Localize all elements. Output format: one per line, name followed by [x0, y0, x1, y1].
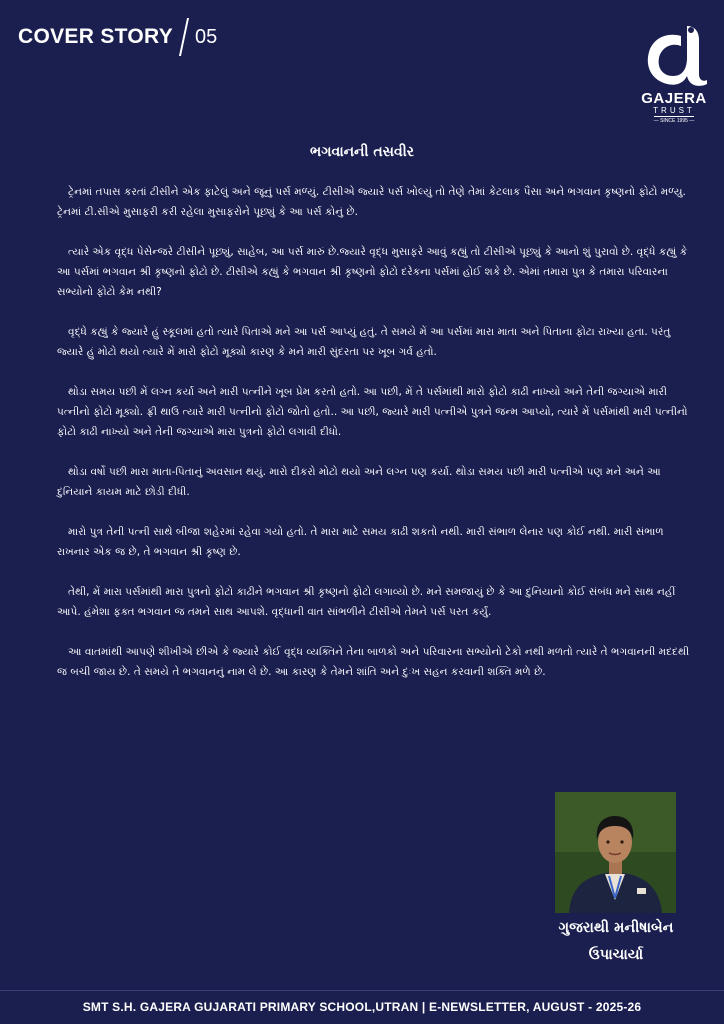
- paragraph-2: ત્યારે એક વૃદ્ધ પેસેન્જરે ટીસીને પૂછ્યું, સાહેબ, આ પર્સ મારું છે.જ્યારે વૃદ્ધ મુસાફરે આવું કહ્યું તો ટીસીએ પૂછ્યું કે આનો શું પુરાવો છે. વૃદ્ધે કહ્યું કે આ પર્સમાં ભગવાન શ્રી કૃષ્ણનો ફોટો છે. ટીસીએ કહ્યું કે ભગવાન શ્રી કૃષ્ણનો ફોટો દરેકના પર્સમાં હોઈ શકે છે. એમાં તમારા પુત્ર કે તમારા પરિવારના સભ્યોનો ફોટો કેમ નથી?: [57, 246, 688, 298]
- gajera-logo-icon: [639, 18, 709, 88]
- article-title: ભગવાનની તસવીર: [310, 144, 414, 160]
- author-name: ગુજરાથી મનીષાબેન: [558, 920, 674, 936]
- footer-text: SMT S.H. GAJERA GUJARATI PRIMARY SCHOOL,UTRAN | E-NEWSLETTER, AUGUST - 2025-26: [82, 1000, 642, 1014]
- footer-divider: [0, 990, 724, 991]
- section-title: COVER STORY: [18, 25, 173, 48]
- paragraph-5: થોડા વર્ષો પછી મારા માતા-પિતાનું અવસાન થયું. મારો દીકરો મોટો થયો અને લગ્ન પણ કર્યા. થોડા સમય પછી મારી પત્નીએ પણ મને અને આ દુનિયાને કાયમ માટે છોડી દીધી.: [57, 466, 661, 498]
- paragraph-6: મારો પુત્ર તેની પત્ની સાથે બીજા શહેરમાં રહેવા ગયો હતો. તે મારા માટે સમય કાઢી શકતો નથી. મારી સંભાળ લેનાર પણ કોઈ નથી. મારી સંભાળ રાખનાર એક જ છે, તે ભગવાન શ્રી કૃષ્ણ છે.: [57, 526, 664, 558]
- paragraph-3: વૃદ્ધે કહ્યું કે જ્યારે હું સ્કૂલમાં હતો ત્યારે પિતાએ મને આ પર્સ આપ્યું હતું. તે સમયે મેં આ પર્સમાં મારા માતા અને પિતાના ફોટા રાખ્યા હતા. પરંતુ જ્યારે હું મોટો થયો ત્યારે મેં મારો ફોટો મૂક્યો કારણ કે મને મારી સુંદરતા પર ખૂબ ગર્વ હતો.: [57, 326, 671, 358]
- paragraph-1: ટ્રેનમાં તપાસ કરતાં ટીસીને એક ફાટેલું અને જૂનું પર્સ મળ્યું. ટીસીએ જ્યારે પર્સ ખોલ્યું તો તેણે તેમાં કેટલાક પૈસા અને ભગવાન કૃષ્ણનો ફોટો મળ્યુ. ટ્રેનમાં ટી.સીએ મુસાફરી કરી રહેલા મુસાફરોને પૂછ્યું કે આ પર્સ કોનું છે.: [57, 186, 686, 218]
- header-divider: [179, 18, 189, 56]
- page-number: 05: [195, 25, 218, 48]
- author-role: ઉપાચાર્યા: [588, 947, 644, 963]
- article-body: [57, 182, 697, 702]
- gajera-trust-logo: [632, 18, 716, 124]
- author-photo: [555, 792, 676, 913]
- paragraph-4: થોડા સમય પછી મેં લગ્ન કર્યા અને મારી પત્નીને ખૂબ પ્રેમ કરતો હતો. આ પછી, મેં તે પર્સમાંથી મારો ફોટો કાઢી નાખ્યો અને તેની જગ્યાએ મારી પત્નીનો ફોટો મૂક્યો. ફ્રી થાઉ ત્યારે મારી પત્નીનો ફોટો જોતો હતો.. આ પછી, જ્યારે મારી પત્નીએ પુત્રને જન્મ આપ્યો, ત્યારે મેં પર્સમાંથી મારી પત્નીનો ફોટો કાઢી નાખ્યો અને તેની જગ્યાએ મારા પુત્રનો ફોટો લગાવી દીધો.: [57, 386, 688, 438]
- paragraph-7: તેથી, મેં મારા પર્સમાંથી મારા પુત્રનો ફોટો કાઢીને ભગવાન શ્રી કૃષ્ણનો ફોટો લગાવ્યો છે. મને સમજાયું છે કે આ દુનિયાનો કોઈ સંબંધ મને સાથ નહીં આપે. હંમેશા ફક્ત ભગવાન જ તમને સાથ આપશે. વૃદ્ધાની વાત સાંભળીને ટીસીએ તેમને પર્સ પરત કર્યું.: [57, 586, 676, 618]
- author-portrait-icon: [555, 792, 676, 913]
- logo-since: — SINCE 1995 —: [653, 118, 695, 124]
- logo-trust: TRUST: [653, 106, 695, 115]
- section-header: [18, 18, 217, 56]
- paragraph-8: આ વાતમાંથી આપણે શીખીએ છીએ કે જ્યારે કોઈ વૃદ્ધ વ્યક્તિને તેના બાળકો અને પરિવારના સભ્યોનો ટેકો નથી મળતો ત્યારે તે ભગવાનની મદદથી જ બચી જાય છે. તે સમયે તે ભગવાનનું નામ લે છે. આ કારણ કે તેમને શાંતિ અને દુઃખ સહન કરવાની શક્તિ મળે છે.: [57, 646, 690, 678]
- logo-name: GAJERA: [641, 90, 707, 107]
